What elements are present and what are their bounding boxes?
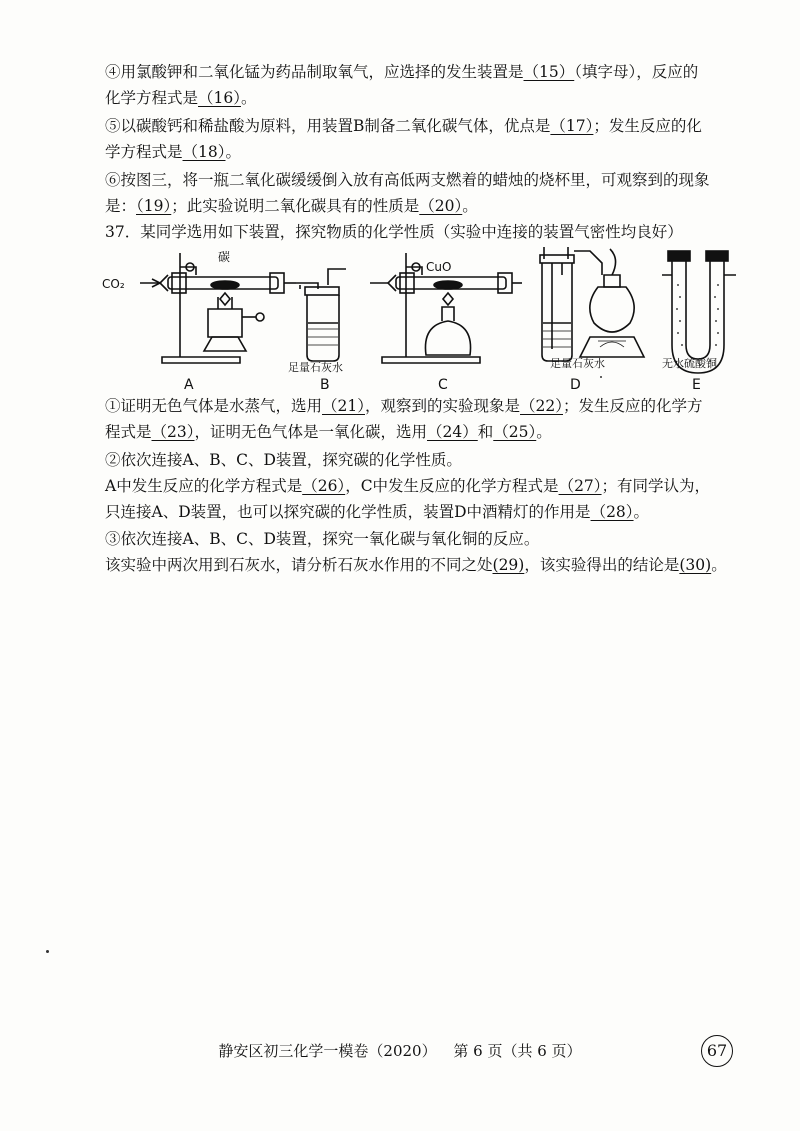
text: ①证明无色气体是水蒸气，选用	[105, 397, 323, 415]
q37-item3-line1	[105, 529, 760, 549]
q36-item4-line2	[105, 88, 760, 108]
text: ③依次连接A、B、C、D装置，探究一氧化碳与氧化铜的反应。	[105, 530, 540, 548]
letter-e: E	[692, 377, 701, 393]
letter-a: A	[184, 377, 194, 393]
copper-sulfate-fill	[676, 284, 719, 366]
answer-blank-24: （24）	[427, 423, 478, 441]
q37-item2-line2	[105, 476, 760, 496]
answer-blank-19: （19）	[136, 197, 172, 215]
q37-item1-line1	[105, 396, 760, 416]
page-mark-badge: 67	[701, 1035, 733, 1067]
text: 。	[241, 89, 257, 107]
page-footer	[0, 1040, 800, 1061]
apparatus-a	[140, 253, 296, 363]
text: 只连接A、D装置，也可以探究碳的化学性质，装置D中酒精灯的作用是	[105, 503, 591, 521]
text: ⑤以碳酸钙和稀盐酸为原料，用装置B制备二氧化碳气体，优点是	[105, 117, 551, 135]
apparatus-figure	[100, 245, 740, 395]
text: ，C中发生反应的化学方程式是	[345, 477, 559, 495]
q36-item5-line1	[105, 116, 760, 136]
answer-blank-17: （17）	[550, 117, 594, 135]
text: 化学方程式是	[105, 89, 199, 107]
text: 。	[225, 143, 242, 161]
exam-title: 静安区初三化学一模卷（2020）	[218, 1042, 437, 1060]
text: ；发生反应的化	[593, 117, 702, 135]
answer-blank-27: （27）	[558, 477, 602, 495]
text: 是：	[105, 197, 137, 215]
text: ；有同学认为，	[601, 477, 711, 495]
d-caption: 足量石灰水	[550, 357, 605, 370]
q37-intro	[105, 222, 760, 242]
text: 程式是	[105, 423, 152, 441]
text: ④用氯酸钾和二氧化锰为药品制取氧气，应选择的发生装置是	[105, 63, 524, 81]
text: ；此实验说明二氧化碳具有的性质是	[171, 197, 420, 215]
scan-speck	[600, 376, 602, 378]
answer-blank-20: （20）	[419, 197, 463, 215]
q36-item5-line2	[105, 142, 760, 162]
answer-blank-28: （28）	[590, 503, 634, 521]
text: ，证明无色气体是一氧化碳，选用	[194, 423, 428, 441]
q36-item4-line1	[105, 62, 760, 82]
text: ⑥按图三，将一瓶二氧化碳缓缓倒入放有高低两支燃着的蜡烛的烧杯里，可观察到的现象	[105, 171, 710, 189]
text: 该实验中两次用到石灰水，请分析石灰水作用的不同之处	[105, 556, 493, 574]
answer-blank-18: （18）	[182, 143, 226, 161]
text: ，该实验得出的结论是	[524, 556, 680, 574]
text: ②依次连接A、B、C、D装置，探究碳的化学性质。	[105, 451, 462, 469]
text: A中发生反应的化学方程式是	[105, 477, 303, 495]
answer-blank-25: （25）	[493, 423, 537, 441]
apparatus-e	[662, 251, 736, 373]
q37-item2-line3	[105, 502, 760, 522]
answer-blank-23: （23）	[151, 423, 195, 441]
letter-c: C	[438, 377, 448, 393]
text: 学方程式是	[105, 143, 183, 161]
text: ，观察到的实验现象是	[365, 397, 521, 415]
b-caption: 足量石灰水	[288, 361, 343, 374]
scan-speck	[46, 950, 49, 953]
answer-blank-26: （26）	[302, 477, 346, 495]
q36-item6-line1	[105, 170, 760, 190]
q37-item1-line2	[105, 422, 760, 442]
answer-blank-30: (30)	[679, 556, 712, 574]
text: 。	[633, 503, 650, 521]
answer-blank-16: （16）	[198, 89, 241, 107]
e-caption: 无水硫酸铜	[662, 357, 717, 370]
text: （填字母），反应的	[574, 63, 699, 81]
text: 。	[711, 556, 727, 574]
answer-blank-22: （22）	[520, 397, 563, 415]
apparatus-svg	[100, 245, 740, 395]
apparatus-b	[296, 269, 346, 361]
apparatus-d	[540, 247, 644, 361]
carbon-label: 碳	[218, 250, 231, 264]
answer-blank-29: (29)	[492, 556, 525, 574]
answer-blank-21: （21）	[322, 397, 365, 415]
page-number: 第 6 页（共 6 页）	[453, 1042, 582, 1060]
text: 。	[462, 197, 478, 215]
letter-b: B	[320, 377, 330, 393]
cuo-label: CuO	[426, 260, 452, 274]
text: 和	[477, 423, 494, 441]
answer-blank-15: （15）	[523, 63, 575, 81]
letter-d: D	[570, 377, 581, 393]
q37-item2-line1	[105, 450, 760, 470]
text: 。	[536, 423, 552, 441]
text: ；发生反应的化学方	[563, 397, 703, 415]
question-intro: 37．某同学选用如下装置，探究物质的化学性质（实验中连接的装置气密性均良好）	[105, 223, 683, 241]
q36-item6-line2	[105, 196, 760, 216]
co2-label: CO₂	[102, 277, 125, 291]
q37-item3-line2	[105, 555, 760, 575]
